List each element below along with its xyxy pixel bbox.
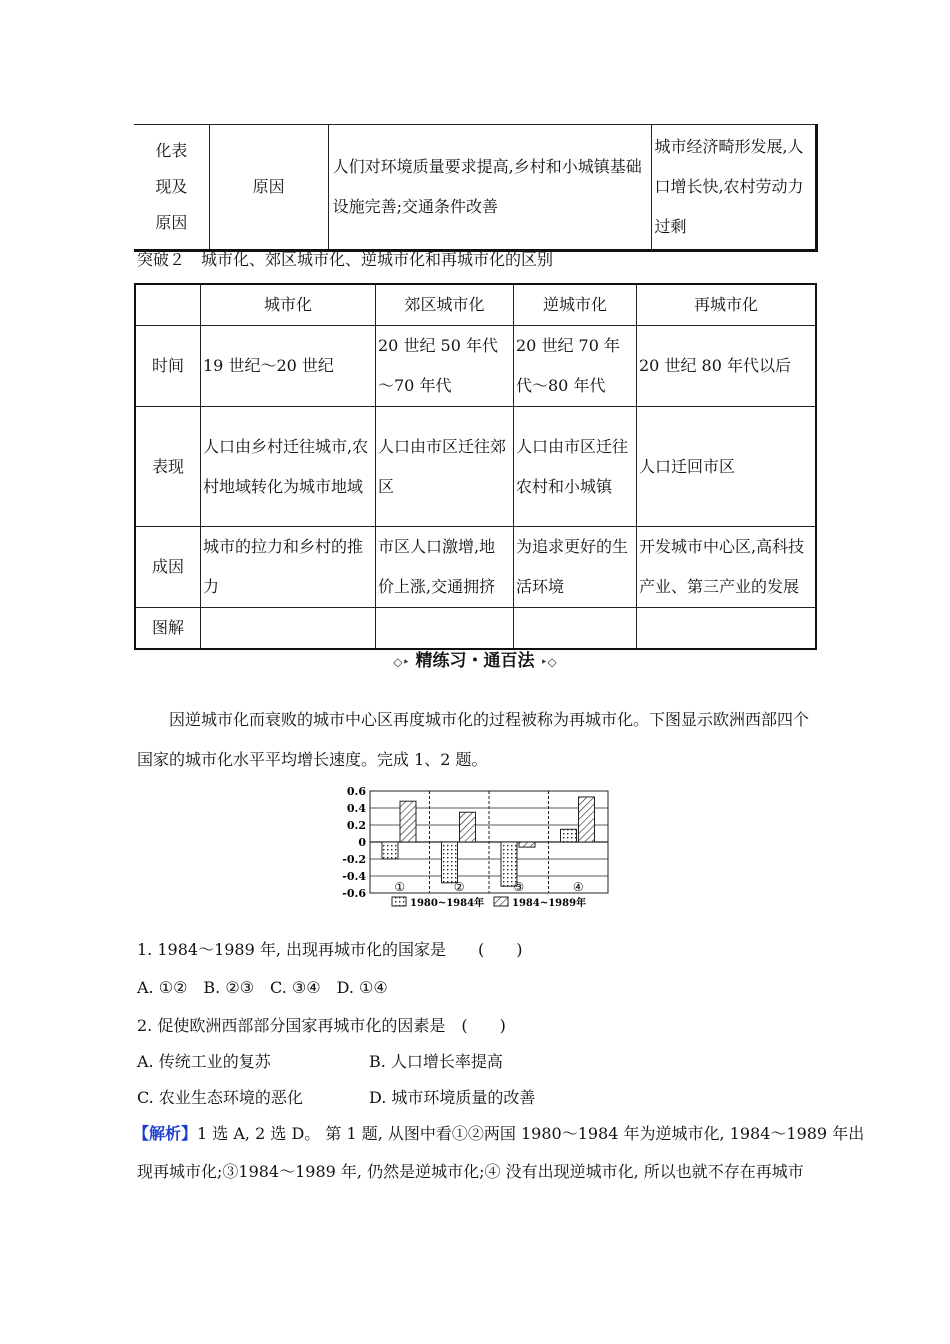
bar (382, 842, 398, 859)
category-label: ④ (572, 880, 584, 895)
question-2-option-b: B. 人口增长率提高 (369, 1052, 503, 1071)
table-cell: 人口由乡村迁往城市,农村地域转化为城市地域 (201, 407, 376, 527)
header-cell: 再城市化 (637, 284, 817, 326)
bar (400, 801, 416, 842)
y-tick-label: -0.6 (342, 887, 366, 900)
y-tick-label: 0.4 (346, 802, 366, 815)
question-1-options: A. ①② B. ②③ C. ③④ D. ①④ (137, 978, 388, 997)
bar (442, 842, 458, 883)
bar (579, 797, 595, 842)
table-row (135, 407, 816, 527)
category-label: ③ (513, 880, 525, 895)
question-1-stem: 1. 1984～1989 年, 出现再城市化的国家是 ( ) (137, 940, 523, 959)
table1-label: 原因 (209, 125, 328, 251)
legend-label: 1984~1989年 (512, 898, 587, 909)
table-cell: 人口迁回市区 (637, 407, 817, 527)
analysis-tag: 【解析】 (133, 1124, 198, 1143)
ornament-left-icon: ◇‣ (393, 655, 410, 669)
legend-swatch (392, 897, 406, 906)
section-title: 精练习・通百法 (415, 651, 535, 671)
y-tick-label: 0.6 (346, 785, 366, 798)
question-2-option-d: D. 城市环境质量的改善 (369, 1088, 536, 1107)
category-label: ① (394, 880, 406, 895)
table-cell (376, 608, 514, 650)
table-cell: 城市的拉力和乡村的推力 (201, 527, 376, 608)
y-axis-ticks (342, 785, 366, 900)
analysis-text-1: 1 选 A, 2 选 D。 第 1 题, 从图中看①②两国 1980～1984 年为逆城市化, 1984～1989 年出 (197, 1124, 865, 1143)
table-row (135, 527, 816, 608)
table-cell (637, 608, 817, 650)
chart-legend (392, 896, 586, 909)
row-label: 成因 (135, 527, 201, 608)
bar-chart (338, 784, 618, 916)
bar (460, 812, 476, 842)
table1-cell-reason-1: 人们对环境质量要求提高,乡村和小城镇基础设施完善;交通条件改善 (328, 125, 652, 251)
section-heading (0, 646, 950, 671)
y-tick-label: -0.4 (342, 870, 366, 883)
table-header-row (135, 284, 816, 326)
table-row (135, 326, 816, 407)
table-cell: 20 世纪 70 年代～80 年代 (514, 326, 637, 407)
table-cell: 20 世纪 50 年代～70 年代 (376, 326, 514, 407)
legend-swatch (494, 897, 508, 906)
row-label: 图解 (135, 608, 201, 650)
table-cell: 人口由市区迁往郊区 (376, 407, 514, 527)
table-cell: 20 世纪 80 年代以后 (637, 326, 817, 407)
table-cell (201, 608, 376, 650)
header-cell: 郊区城市化 (376, 284, 514, 326)
table-cell: 市区人口激增,地价上涨,交通拥挤 (376, 527, 514, 608)
table-cell (514, 608, 637, 650)
y-tick-label: 0.2 (346, 819, 366, 832)
header-cell: 城市化 (201, 284, 376, 326)
ornament-right-icon: ‣◇ (540, 655, 557, 669)
bar (519, 842, 535, 847)
y-tick-label: -0.2 (342, 853, 366, 866)
question-2-option-c: C. 农业生态环境的恶化 (137, 1088, 303, 1107)
table1-row-header-text: 化表现及原因 (155, 141, 188, 232)
category-label: ② (453, 880, 465, 895)
y-tick-label: 0 (358, 836, 366, 849)
table-cell: 19 世纪～20 世纪 (201, 326, 376, 407)
row-label: 表现 (135, 407, 201, 527)
header-cell: 逆城市化 (514, 284, 637, 326)
comparison-table (134, 283, 817, 650)
table2-caption: 突破２ 城市化、郊区城市化、逆城市化和再城市化的区别 (137, 250, 554, 269)
table1-row-header (134, 125, 209, 251)
analysis-line-1 (133, 1114, 864, 1154)
legend-label: 1980~1984年 (410, 898, 485, 909)
bar (561, 829, 577, 842)
question-2-stem: 2. 促使欧洲西部部分国家再城市化的因素是 ( ) (137, 1016, 506, 1035)
analysis-line-2: 现再城市化;③1984～1989 年, 仍然是逆城市化;④ 没有出现逆城市化, 所以也就不存在再城市 (137, 1162, 804, 1181)
table-cell: 开发城市中心区,高科技产业、第三产业的发展 (637, 527, 817, 608)
intro-paragraph: 因逆城市化而衰败的城市中心区再度城市化的过程被称为再城市化。下图显示欧洲西部四个国家的城市化水平平均增长速度。完成 1、2 题。 (137, 710, 810, 769)
row-label: 时间 (135, 326, 201, 407)
header-cell (135, 284, 201, 326)
question-2-option-a: A. 传统工业的复苏 (137, 1052, 271, 1071)
table-row (135, 608, 816, 650)
table-cell: 人口由市区迁往农村和小城镇 (514, 407, 637, 527)
table1-cell-reason-2: 城市经济畸形发展,人口增长快,农村劳动力过剩 (652, 125, 817, 251)
table-cell: 为追求更好的生活环境 (514, 527, 637, 608)
table-continuation (134, 124, 818, 252)
